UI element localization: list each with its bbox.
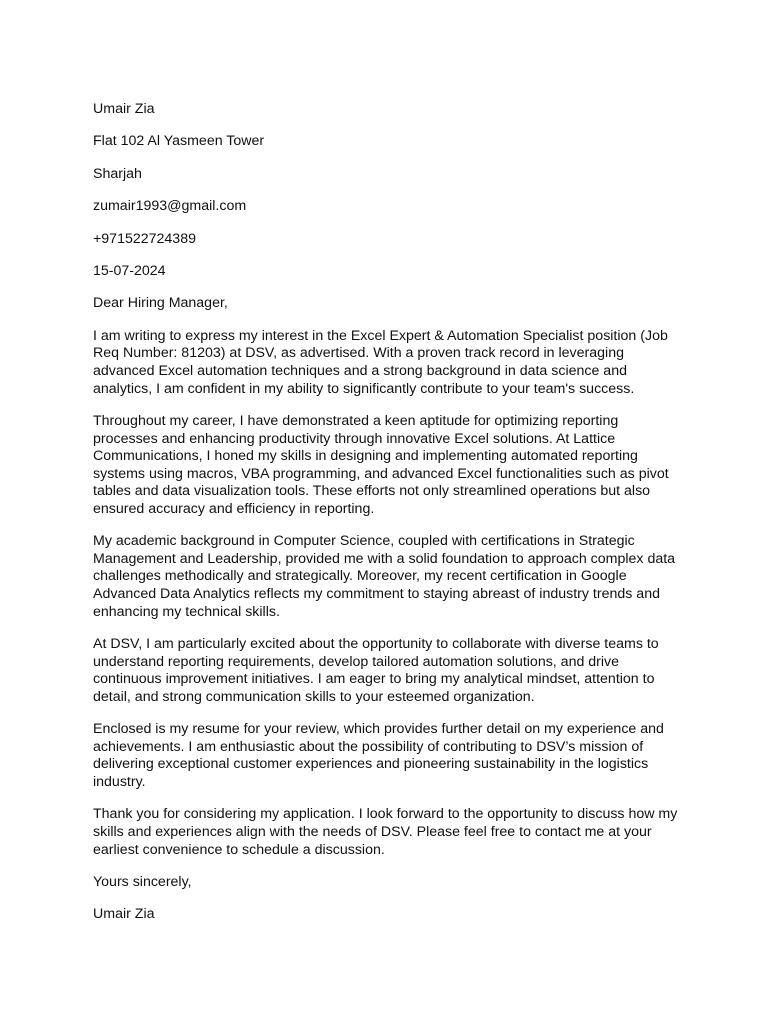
body-paragraph-experience: Throughout my career, I have demonstrated a keen aptitude for optimizing reporting processes and enhancing productivity through innovative Excel solutions. At Lattice Communications, I honed my skills in designing and implementing automated reporting systems using macros, VBA programming, and advanced Excel functionalities such as pivot tables and data visualization tools. These efforts not only streamlined operations but also ensured accuracy and efficiency in reporting. — [93, 412, 669, 517]
body-paragraph-enclosure: Enclosed is my resume for your review, which provides further detail on my experience and achievements. I am enthusiastic about the possibility of contributing to DSV’s mission of delivering exceptional customer experiences and pioneering sustainability in the logistics industry. — [93, 721, 664, 790]
sender-city: Sharjah — [93, 165, 142, 182]
body-paragraph-motivation: At DSV, I am particularly excited about the opportunity to collaborate with diverse teams to understand reporting requirements, develop tailored automation solutions, and drive continuous improvement initiatives. I am eager to bring my analytical mindset, attention to detail, and strong communication skills to your esteemed organization. — [93, 636, 659, 705]
sender-name: Umair Zia — [93, 101, 155, 117]
cover-letter — [93, 101, 683, 939]
letter-date: 15-07-2024 — [93, 262, 166, 279]
sender-phone: +971522724389 — [93, 230, 196, 247]
body-paragraph-thanks: Thank you for considering my application. I look forward to the opportunity to discuss how my skills and experiences align with the needs of DSV. Please feel free to contact me at your earliest convenience to schedule a discussion. — [93, 806, 678, 858]
body-paragraph-education: My academic background in Computer Science, coupled with certifications in Strategic Management and Leadership, provided me with a solid foundation to approach complex data challenges methodically and strategically. Moreover, my recent certification in Google Advanced Data Analytics reflects my commitment to staying abreast of industry trends and enhancing my technical skills. — [93, 533, 676, 620]
sender-email: zumair1993@gmail.com — [93, 198, 247, 215]
sender-address: Flat 102 Al Yasmeen Tower — [93, 133, 265, 150]
closing: Yours sincerely, — [93, 873, 192, 890]
signature: Umair Zia — [93, 906, 155, 923]
body-paragraph-intro: I am writing to express my interest in the Excel Expert & Automation Specialist position (Job Req Number: 81203) at DSV, as advertised. With a proven track record in leveraging advanced Excel automation techniques and a strong background in data science and analytics, I am confident in my ability to significantly contribute to your team's success. — [93, 327, 668, 397]
salutation: Dear Hiring Manager, — [93, 295, 228, 312]
